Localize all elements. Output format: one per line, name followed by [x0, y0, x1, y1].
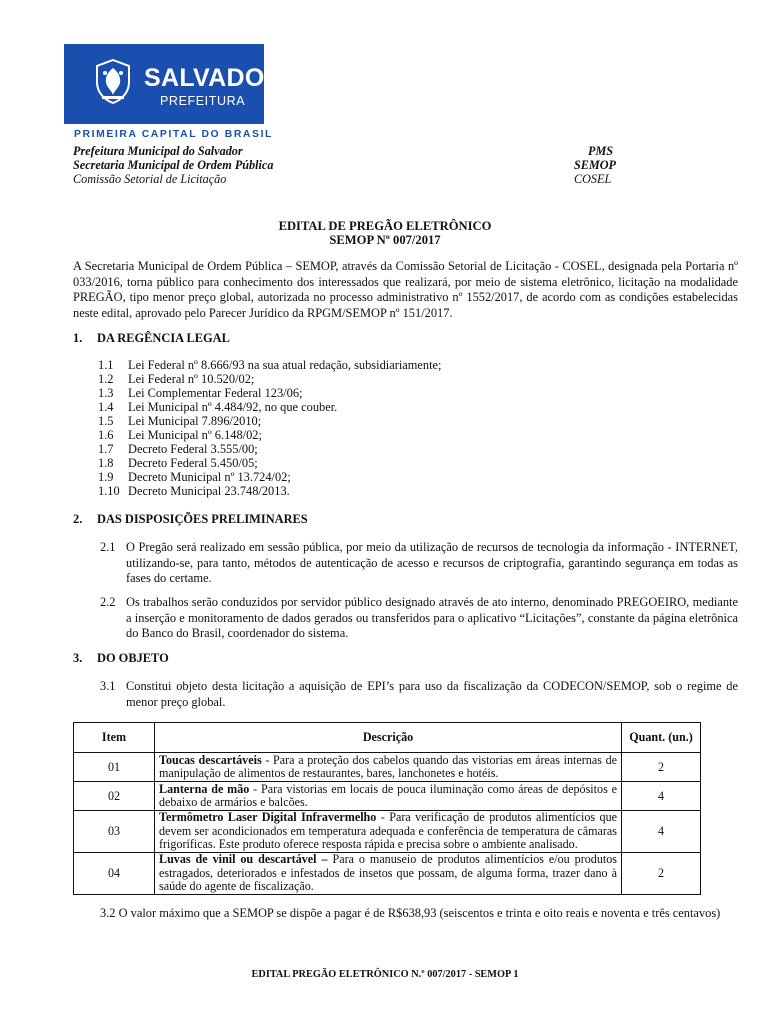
cell-description: Termômetro Laser Digital Infravermelho - Para verificação de produtos alimentícios que devem ser acondicionados em temperatura adequada e conferência de temperatura de câmaras frigoríficas. Este produto oferece resposta rápida e precisa sobre o ambiente analisado.: [155, 811, 622, 853]
salvador-logo: [64, 44, 283, 124]
col-header-description: Descrição: [155, 723, 622, 753]
list-item: 1.5 Lei Municipal 7.896/2010;: [98, 414, 262, 428]
list-item: 1.2 Lei Federal nº 10.520/02;: [98, 372, 255, 386]
header-left-2: Secretaria Municipal de Ordem Pública: [73, 158, 274, 172]
header-right-1: PMS: [588, 144, 614, 158]
legal-list: [98, 358, 442, 498]
cell-quantity: 4: [622, 811, 701, 853]
table-header-row: [74, 723, 701, 753]
document-title: EDITAL DE PREGÃO ELETRÔNICO: [278, 219, 492, 233]
item-2-2-number: 2.2: [100, 595, 116, 609]
header-right-3: COSEL: [574, 172, 612, 186]
cell-description: Luvas de vinil ou descartável – Para o manuseio de produtos alimentícios e/ou produtos estragados, deteriorados e infestados de insetos que possam, de alguma forma, trazer dano à saúde do agente de fiscalização.: [155, 853, 622, 895]
list-item: 1.1 Lei Federal nº 8.666/93 na sua atual redação, subsidiariamente;: [98, 358, 442, 372]
header-left-3: Comissão Setorial de Licitação: [73, 172, 227, 186]
item-2-2-text: Os trabalhos serão conduzidos por servidor público designado através de ato interno, denominado PREGOEIRO, mediante a inserção e monitoramento de dados gerados ou transferidos para o aplicativo “Licitações”, constante da página eletrônica do Banco do Brasil, coordenador do sistema.: [126, 595, 738, 641]
logo-slogan: PRIMEIRA CAPITAL DO BRASIL: [74, 129, 274, 140]
section-3-heading: DO OBJETO: [97, 651, 169, 665]
list-item: 1.4 Lei Municipal nº 4.484/92, no que couber.: [98, 400, 338, 414]
intro-paragraph: A Secretaria Municipal de Ordem Pública – SEMOP, através da Comissão Setorial de Licitação - COSEL, designada pela Portaria nº 033/2016, torna público para conhecimento dos interessados que realizará, por meio de sistema eletrônico, licitação na modalidade PREGÃO, tipo menor preço global, autorizada no processo administrativo nº 1552/2017, de acordo com as condições estabelecidas neste edital, aprovado pelo Parecer Jurídico da RPGM/SEMOP nº 151/2017.: [73, 259, 738, 321]
items-table: [73, 722, 701, 895]
table-row: [74, 811, 701, 853]
list-item: 1.3 Lei Complementar Federal 123/06;: [98, 386, 303, 400]
cell-quantity: 2: [622, 853, 701, 895]
document-number: SEMOP Nº 007/2017: [329, 233, 441, 247]
list-item: 1.6 Lei Municipal nº 6.148/02;: [98, 428, 262, 442]
page-footer: EDITAL PREGÃO ELETRÔNICO N.º 007/2017 - SEMOP 1: [251, 969, 519, 980]
col-header-quantity: Quant. (un.): [622, 723, 701, 753]
list-item: 1.7 Decreto Federal 3.555/00;: [98, 442, 258, 456]
list-item: 1.8 Decreto Federal 5.450/05;: [98, 456, 258, 470]
table-row: [74, 753, 701, 782]
list-item: 1.10 Decreto Municipal 23.748/2013.: [98, 484, 290, 498]
section-1-number: 1.: [73, 331, 83, 345]
col-header-item: Item: [74, 723, 155, 753]
header-right-2: SEMOP: [574, 158, 616, 172]
logo-name: SALVADOR: [144, 64, 283, 92]
item-3-1-number: 3.1: [100, 679, 116, 693]
section-2-number: 2.: [73, 512, 83, 526]
item-3-2-text: 3.2 O valor máximo que a SEMOP se dispõe a pagar é de R$638,93 (seiscentos e trinta e oito reais e noventa e três centavos): [100, 906, 721, 920]
list-item: 1.9 Decreto Municipal nº 13.724/02;: [98, 470, 291, 484]
cell-item: 03: [74, 811, 155, 853]
logo-subtitle: PREFEITURA: [160, 94, 246, 108]
item-3-1-text: Constitui objeto desta licitação a aquisição de EPI’s para uso da fiscalização da CODECON/SEMOP, sob o regime de menor preço global.: [126, 679, 738, 709]
cell-item: 04: [74, 853, 155, 895]
section-1-heading: DA REGÊNCIA LEGAL: [97, 331, 230, 345]
section-2-heading: DAS DISPOSIÇÕES PRELIMINARES: [97, 512, 308, 526]
cell-description: Lanterna de mão - Para vistorias em locais de pouca iluminação como áreas de depósitos e debaixo de armários e balcões.: [155, 782, 622, 811]
header-left-1: Prefeitura Municipal do Salvador: [73, 144, 243, 158]
city-seal-icon: [94, 58, 132, 104]
table-row: [74, 853, 701, 895]
table-row: [74, 782, 701, 811]
cell-item: 01: [74, 753, 155, 782]
cell-quantity: 4: [622, 782, 701, 811]
item-2-1-number: 2.1: [100, 540, 116, 554]
section-3-number: 3.: [73, 651, 83, 665]
cell-item: 02: [74, 782, 155, 811]
cell-description: Toucas descartáveis - Para a proteção dos cabelos quando das vistorias em áreas internas de manipulação de alimentos de restaurantes, bares, lanchonetes e hotéis.: [155, 753, 622, 782]
item-2-1-text: O Pregão será realizado em sessão pública, por meio da utilização de recursos de tecnologia da informação - INTERNET, utilizando-se, para tanto, métodos de autenticação de acesso e recursos de criptografia, garantindo segurança em todas as fases do certame.: [126, 540, 738, 586]
cell-quantity: 2: [622, 753, 701, 782]
